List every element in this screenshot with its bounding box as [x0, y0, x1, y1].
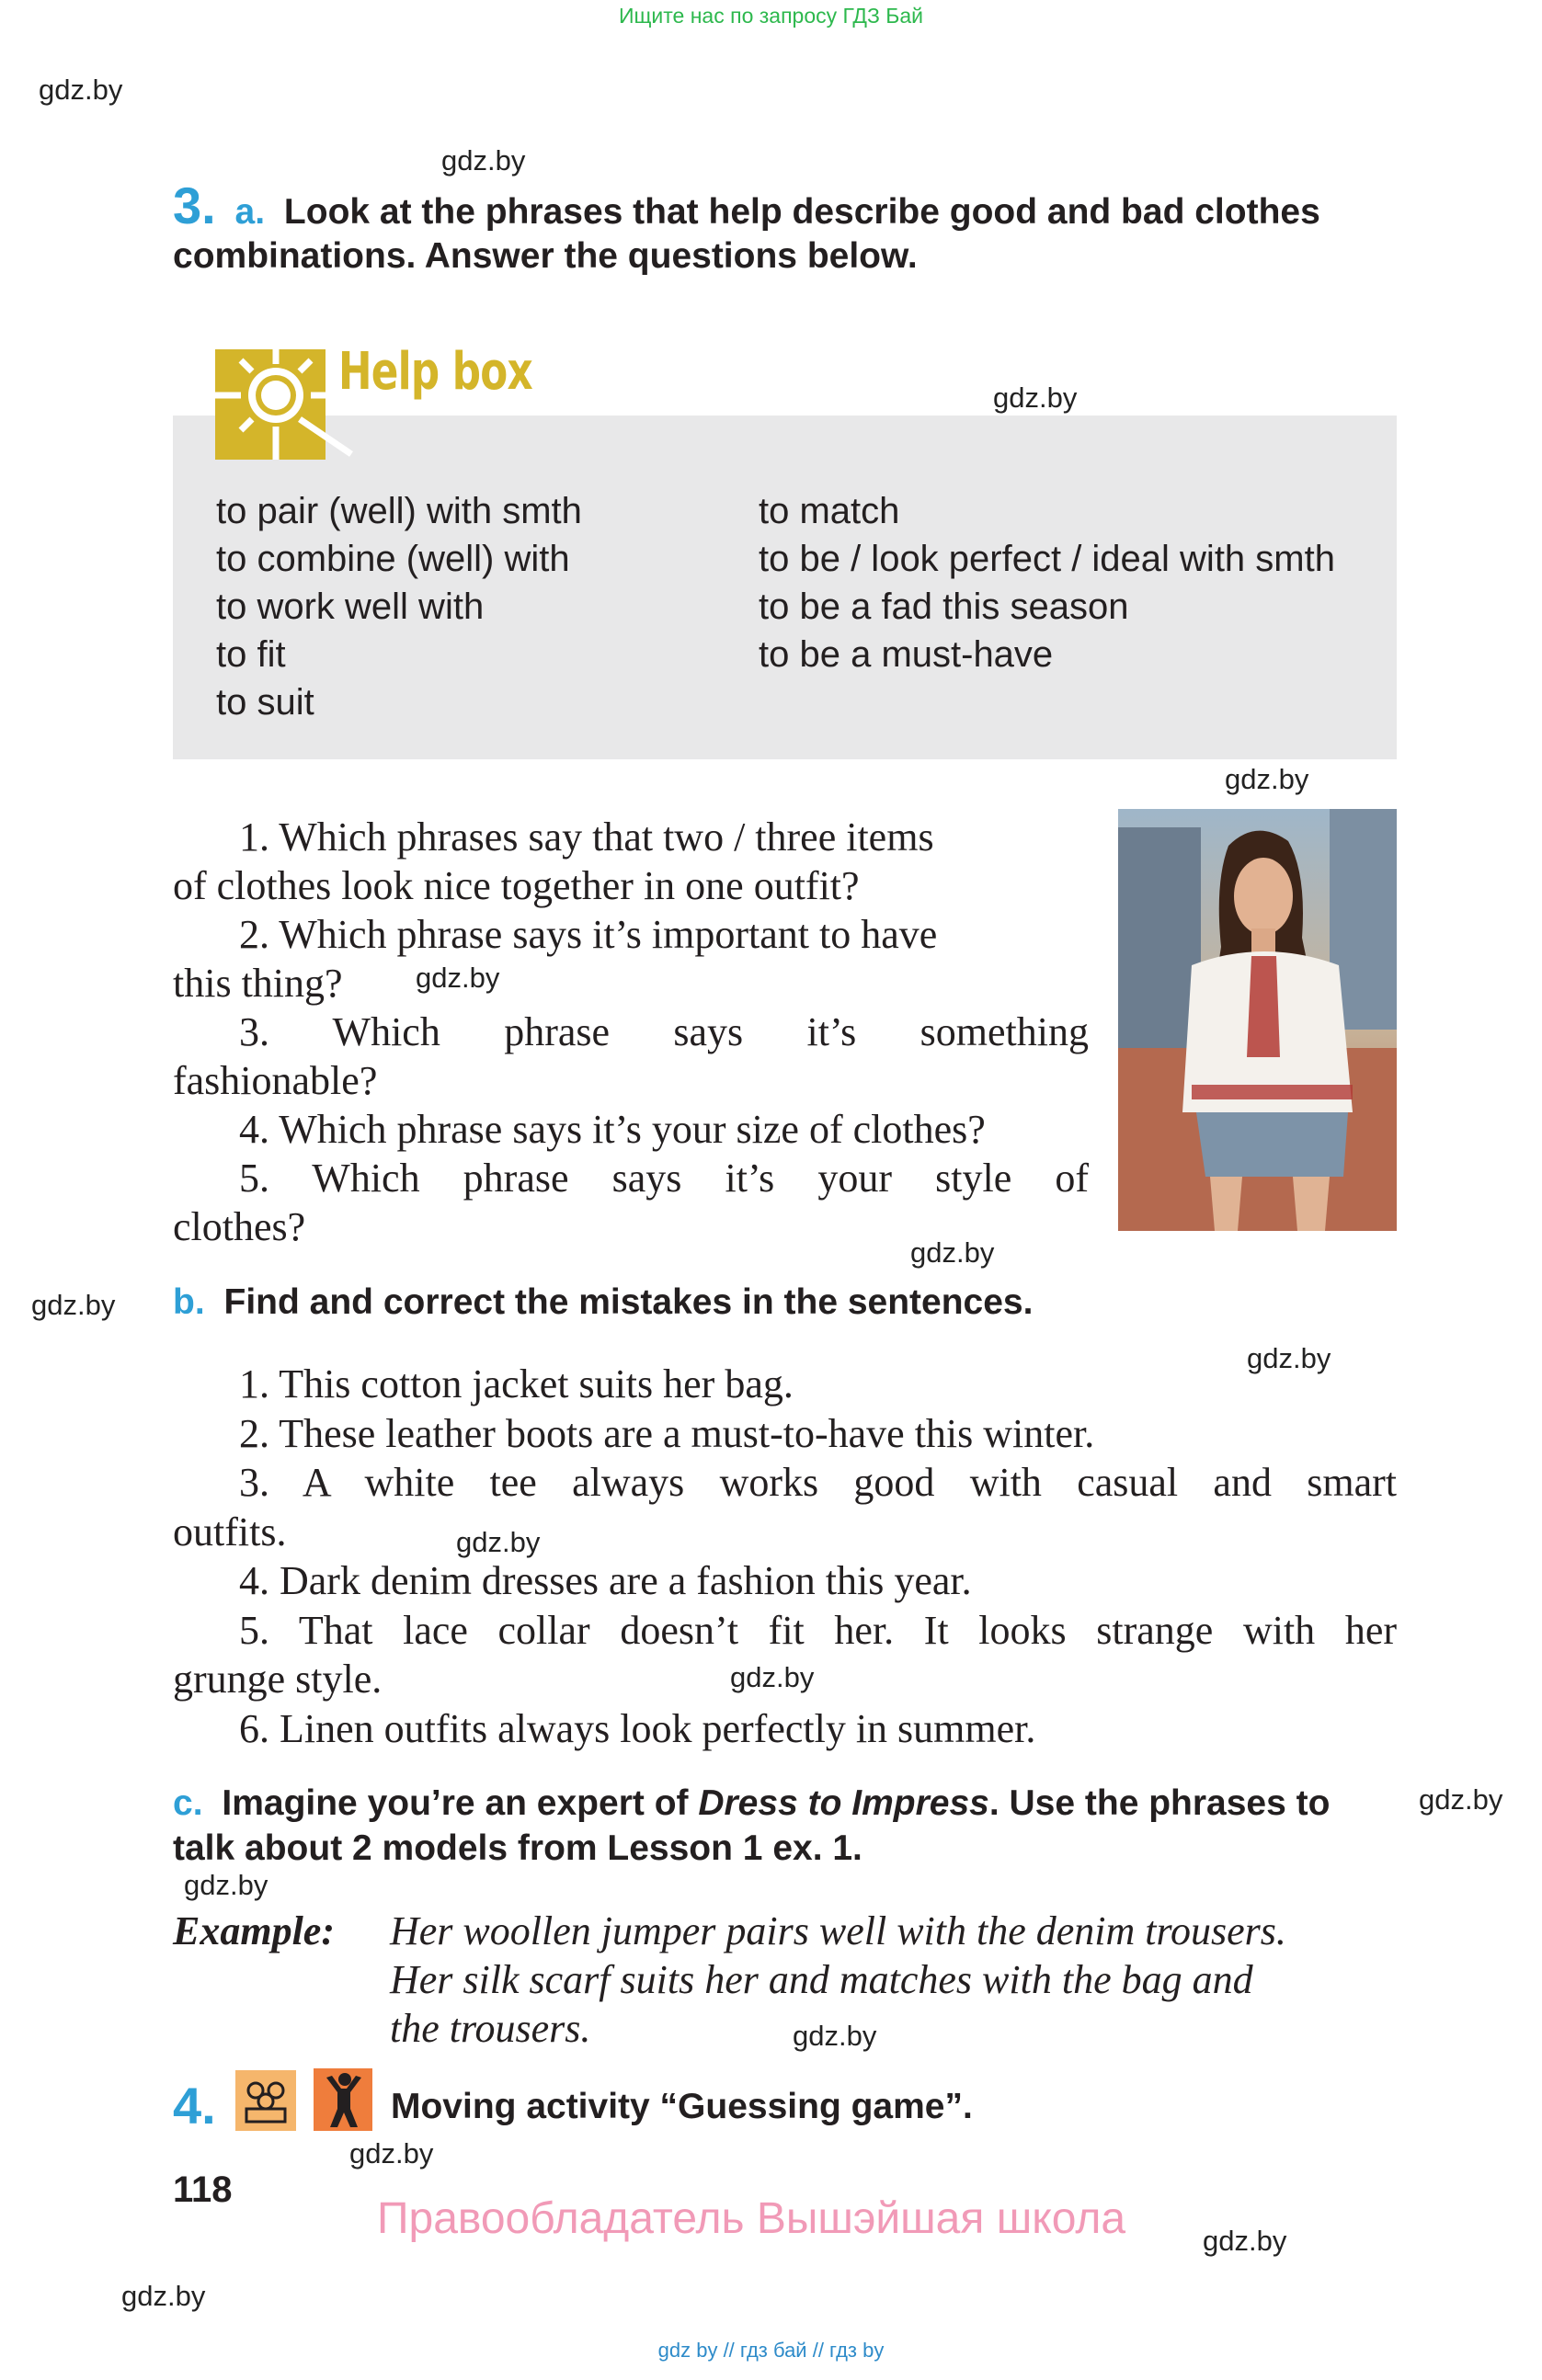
help-box-right-column	[759, 487, 1335, 678]
watermark: gdz.by	[121, 2280, 206, 2312]
part-b-heading	[173, 1282, 1033, 1323]
watermark: gdz.by	[1225, 763, 1309, 795]
task3-heading	[173, 177, 1405, 279]
watermark: gdz.by	[456, 1526, 541, 1558]
copyright-notice: Правообладатель Вышэйшая школа	[377, 2194, 1126, 2243]
watermark: gdz.by	[1203, 2225, 1287, 2257]
sentence-3: 3. A white tee always works good with casual and smart	[239, 1460, 1397, 1505]
task-number: 3.	[173, 177, 216, 234]
example-label: Example:	[173, 1908, 335, 1953]
part-c-instruction: Imagine you’re an expert of	[222, 1783, 699, 1823]
part-c-instruction-line2: talk about 2 models from Lesson 1 ex. 1.	[173, 1828, 862, 1868]
watermark: gdz.by	[31, 1289, 116, 1321]
sub-task-letter: a.	[234, 192, 266, 232]
woman-photo	[1118, 809, 1397, 1231]
question-2-cont: this thing?	[173, 961, 343, 1006]
task4-number: 4.	[173, 2077, 216, 2135]
question-5-cont: clothes?	[173, 1204, 306, 1249]
question-3: 3. Which phrase says it’s something	[239, 1009, 1089, 1054]
question-1: 1. Which phrases say that two / three items	[239, 814, 934, 860]
help-box-title: Help box	[338, 342, 532, 402]
sentences-list	[173, 1360, 1397, 1753]
part-c-heading	[173, 1781, 1397, 1871]
example-line: Her silk scarf suits her and matches with the bag and	[390, 1957, 1253, 2002]
part-b-instruction: Find and correct the mistakes in the sentences.	[223, 1282, 1034, 1322]
sentence-4: 4. Dark denim dresses are a fashion this year.	[239, 1558, 972, 1603]
task4-title: Moving activity “Guessing game”.	[391, 2087, 973, 2126]
question-4: 4. Which phrase says it’s your size of clothes?	[239, 1107, 986, 1152]
question-3-cont: fashionable?	[173, 1058, 378, 1103]
phrase-item: to be a fad this season	[759, 586, 1129, 627]
watermark: gdz.by	[993, 381, 1078, 414]
task-instruction-line2: combinations. Answer the questions below.	[173, 236, 918, 276]
watermark: gdz.by	[1419, 1783, 1503, 1816]
example-line: the trousers.	[390, 2006, 591, 2051]
footer-links[interactable]: gdz by // гдз бай // гдз by	[657, 2339, 885, 2362]
watermark: gdz.by	[441, 144, 526, 177]
questions-list	[173, 813, 1089, 1251]
phrase-item: to be / look perfect / ideal with smth	[759, 539, 1335, 579]
sentence-6: 6. Linen outfits always look perfectly in summer.	[239, 1705, 1036, 1751]
question-5: 5. Which phrase says it’s your style of	[239, 1156, 1089, 1201]
sentence-3-cont: outfits.	[173, 1509, 287, 1554]
phrase-item: to fit	[216, 634, 286, 675]
sentence-2: 2. These leather boots are a must-to-have this winter.	[239, 1410, 1095, 1456]
sentence-5-cont: grunge style.	[173, 1657, 383, 1702]
watermark: gdz.by	[349, 2137, 434, 2169]
watermark: gdz.by	[793, 2020, 877, 2052]
moving-person-icon	[314, 2068, 372, 2131]
task-instruction: Look at the phrases that help describe good and bad clothes	[283, 192, 1320, 232]
question-1-cont: of clothes look nice together in one outfit?	[173, 863, 860, 908]
phrase-item: to match	[759, 491, 900, 531]
sentence-5: 5. That lace collar doesn’t fit her. It looks strange with her	[239, 1607, 1397, 1653]
sub-task-letter: c.	[173, 1783, 203, 1823]
phrase-item: to be a must-have	[759, 634, 1054, 675]
group-work-icon	[235, 2070, 296, 2131]
watermark: gdz.by	[184, 1869, 268, 1901]
top-banner[interactable]: Ищите нас по запросу ГДЗ Бай	[618, 4, 924, 28]
watermark: gdz.by	[416, 962, 500, 994]
watermark: gdz.by	[730, 1661, 815, 1693]
watermark: gdz.by	[39, 74, 123, 106]
phrase-item: to combine (well) with	[216, 539, 570, 579]
question-2: 2. Which phrase says it’s important to have	[239, 912, 938, 957]
sentence-1: 1. This cotton jacket suits her bag.	[239, 1361, 794, 1406]
page-number: 118	[173, 2169, 233, 2210]
sub-task-letter: b.	[173, 1282, 205, 1322]
example-line: Her woollen jumper pairs well with the denim trousers.	[390, 1908, 1286, 1953]
phrase-item: to pair (well) with smth	[216, 491, 582, 531]
watermark: gdz.by	[910, 1236, 995, 1269]
phrase-item: to suit	[216, 682, 314, 723]
part-c-instruction-end: . Use the phrases to	[988, 1783, 1331, 1823]
watermark: gdz.by	[1247, 1342, 1331, 1374]
magazine-title: Dress to Impress	[698, 1783, 989, 1823]
help-box-left-column	[216, 487, 582, 726]
phrase-item: to work well with	[216, 586, 485, 627]
